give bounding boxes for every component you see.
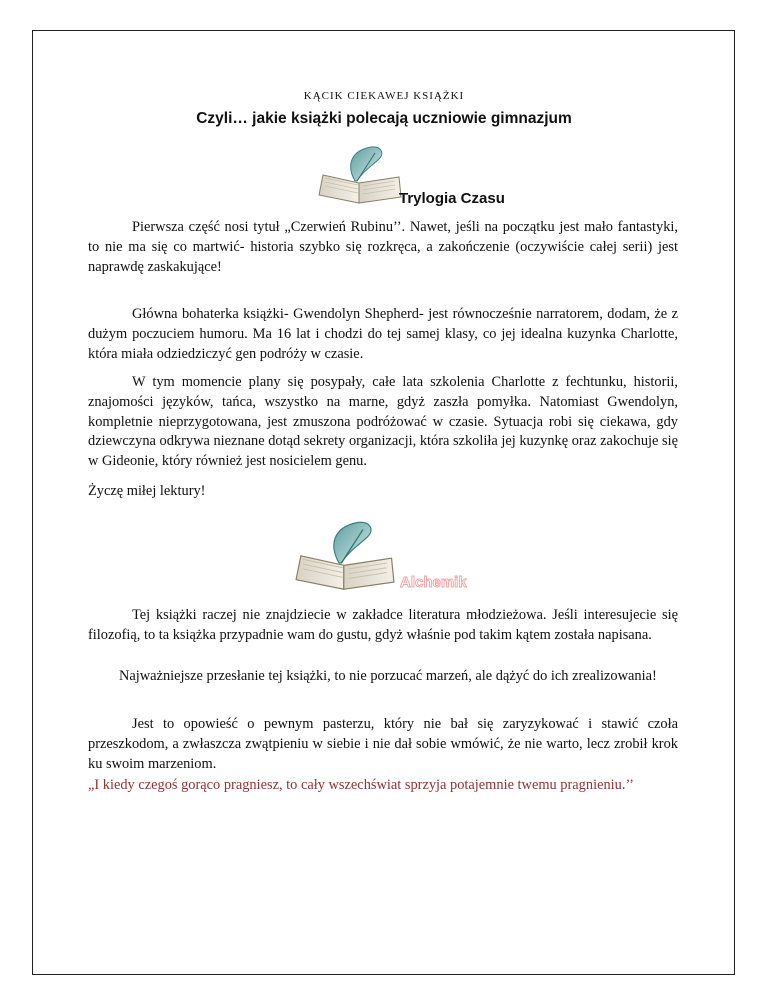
page-title: Czyli… jakie książki polecają uczniowie gimnazjum [196,110,572,127]
paragraph: Główna bohaterka książki- Gwendolyn Shepherd- jest równocześnie narratorem, dodam, że z dużym poczuciem humoru. Ma 16 lat i chodzi do tej samej klasy, co jej idealna kuzynka Charlotte, która miała odziedziczyć gen podróży w czasie. [88,306,678,362]
svg-text:Alchemik: Alchemik [400,574,467,591]
column-kicker: KĄCIK CIEKAWEJ KSIĄŻKI [303,90,465,102]
paragraph: Jest to opowieść o pewnym pasterzu, który nie bał się zaryzykować i stawić czoła przeszkodom, a zwłaszcza zwątpieniu w siebie i nie dał sobie wmówić, że nie warto, lecz zrobił krok ku swoim marzeniom. [88,716,678,772]
open-book-with-quill-icon [290,520,400,594]
paragraph: Życzę miłej lektury! [88,483,206,499]
paragraph: W tym momencie plany się posypały, całe lata szkolenia Charlotte z fechtunku, historii, znajomości języków, tańca, wszystko na marne, gdyż zaszła pomyłka. Natomiast Gwendolyn, kompletnie nieprzygotowana, jest zmuszona podróżować w czasie. Sytuacja robi się ciekawa, gdy dziewczyna odkrywa nieznane dotąd sekrety organizacji, która szkoliła jej kuzynkę oraz zakochuje się w Gideonie, który również jest nosicielem genu. [88,374,678,470]
section-title-alchemik [400,572,490,592]
closing-quote: „I kiedy czegoś gorąco pragniesz, to cały wszechświat sprzyja potajemnie twemu pragnieniu.’’ [88,777,634,793]
section-title-trylogia: Trylogia Czasu [399,190,505,207]
paragraph: Tej książki raczej nie znajdziecie w zakładce literatura młodzieżowa. Jeśli interesujecie się filozofią, to ta książka przypadnie wam do gustu, gdyż właśnie pod takim kątem została napisana. [88,607,678,643]
paragraph: Pierwsza część nosi tytuł „Czerwień Rubinu’’. Nawet, jeśli na początku jest mało fantastyki, to nie ma się co martwić- historia szybko się rozkręca, a zakończenie (oczywiście całej serii) jest naprawdę zaskakujące! [88,219,678,275]
open-book-with-quill-icon [315,145,405,207]
paragraph: Najważniejsze przesłanie tej książki, to nie porzucać marzeń, ale dążyć do ich zrealizowania! [119,668,657,684]
